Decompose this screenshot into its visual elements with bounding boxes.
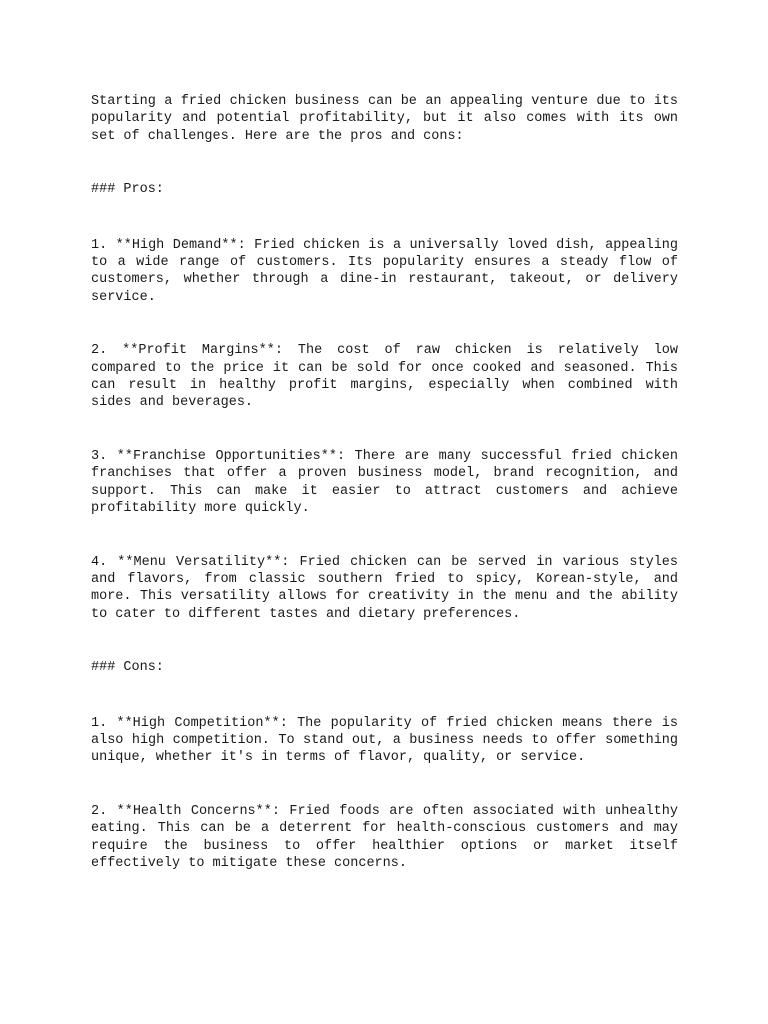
cons-heading: ### Cons: (91, 660, 164, 676)
cons-item-2: 2. **Health Concerns**: Fried foods are often associated with unhealthy eating. This can be a deterrent for health-conscious customers and may require the business to offer healthier options or market itself effectively to mitigate these concerns. (91, 803, 678, 871)
intro-paragraph: Starting a fried chicken business can be an appealing venture due to its popularity and potential profitability, but it also comes with its own set of challenges. Here are the pros and cons: (91, 94, 678, 144)
document-body (91, 93, 678, 908)
pros-item-4: 4. **Menu Versatility**: Fried chicken can be served in various styles and flavors, from classic southern fried to spicy, Korean-style, and more. This versatility allows for creativity in the menu and the ability to cater to different tastes and dietary preferences. (91, 554, 678, 622)
pros-heading: ### Pros: (91, 182, 164, 198)
pros-item-1: 1. **High Demand**: Fried chicken is a universally loved dish, appealing to a wide range of customers. Its popularity ensures a steady flow of customers, whether through a dine-in restaurant, takeout, or delivery service. (91, 237, 678, 305)
pros-item-3: 3. **Franchise Opportunities**: There are many successful fried chicken franchises that offer a proven business model, brand recognition, and support. This can make it easier to attract customers and achieve profitability more quickly. (91, 448, 678, 517)
cons-item-1: 1. **High Competition**: The popularity of fried chicken means there is also high competition. To stand out, a business needs to offer something unique, whether it's in terms of flavor, quality, or service. (91, 715, 678, 766)
pros-item-2: 2. **Profit Margins**: The cost of raw chicken is relatively low compared to the price it can be sold for once cooked and seasoned. This can result in healthy profit margins, especially when combined with sides and beverages. (91, 343, 678, 411)
